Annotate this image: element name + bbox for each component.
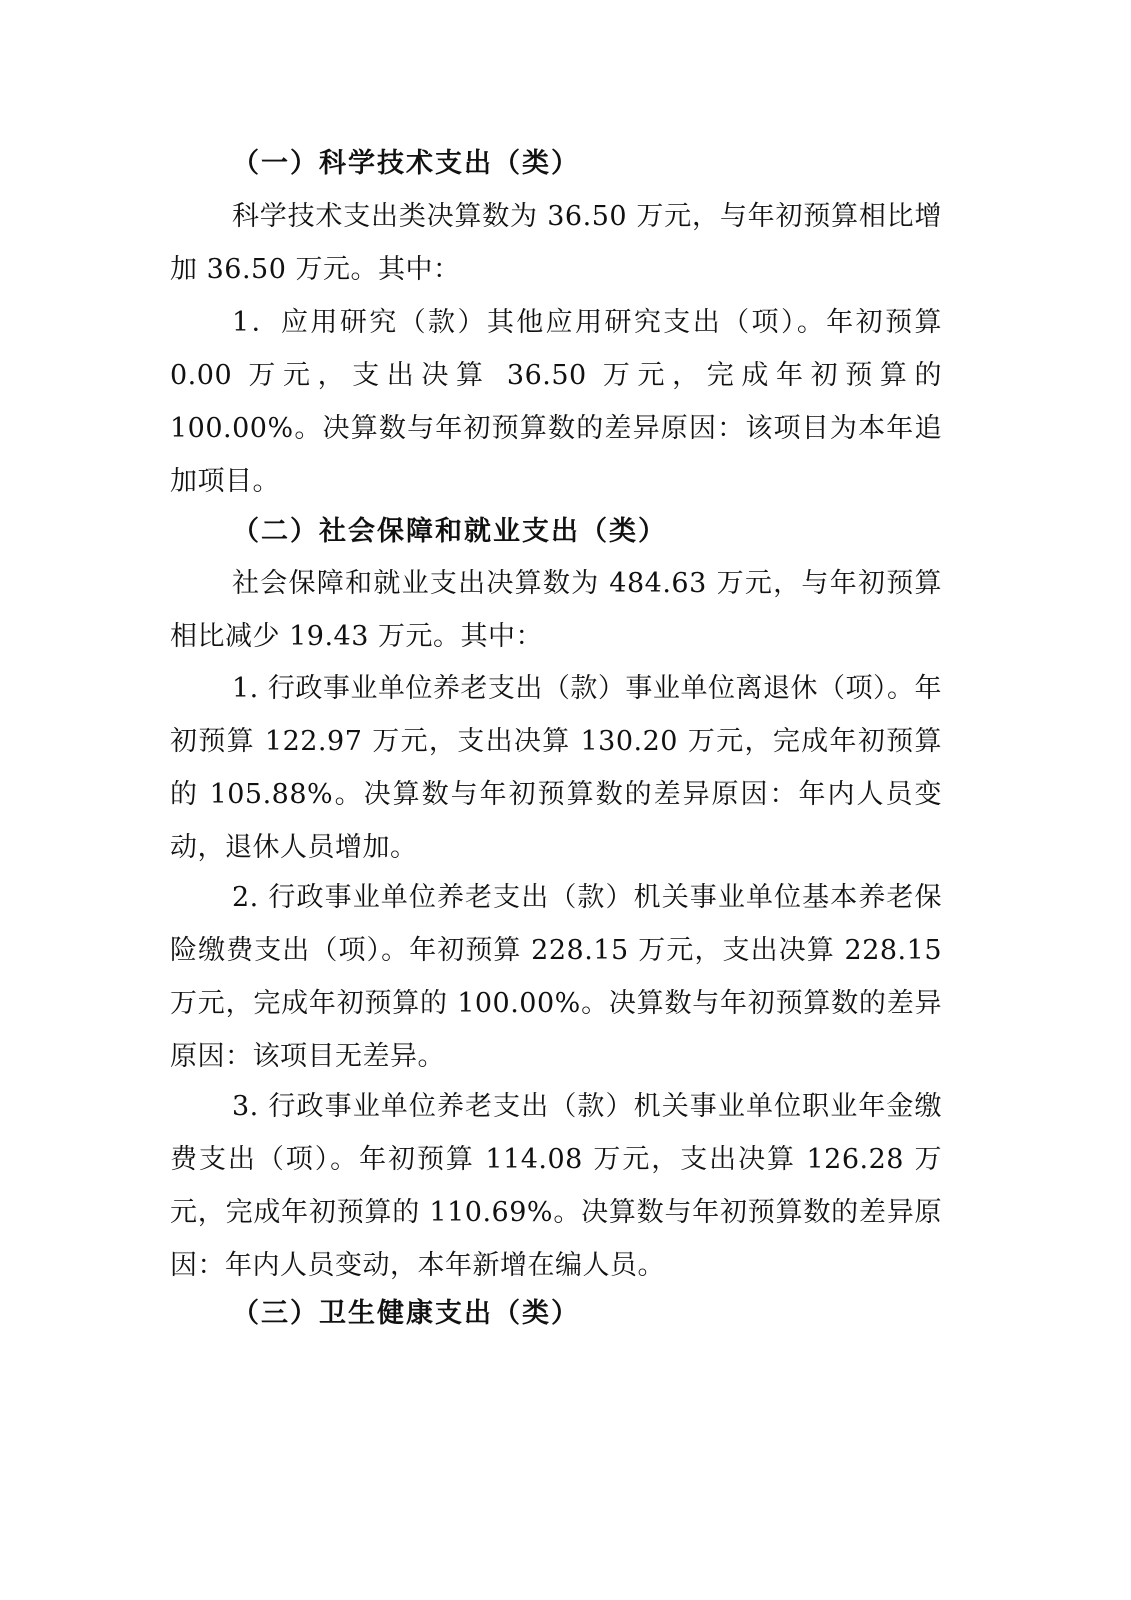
section-2-item-1: 1. 行政事业单位养老支出（款）事业单位离退休（项）。年初预算 122.97 万元，支出决算 130.20 万元，完成年初预算的 105.88%。决算数与年初预算数的差异原因：年内人员变动，退休人员增加。 bbox=[170, 673, 942, 863]
section-3-heading: （三）卫生健康支出（类） bbox=[232, 1298, 580, 1329]
section-2-summary: 社会保障和就业支出决算数为 484.63 万元，与年初预算相比减少 19.43 万元。其中： bbox=[170, 568, 942, 652]
section-2-item-2: 2. 行政事业单位养老支出（款）机关事业单位基本养老保险缴费支出（项）。年初预算 228.15 万元，支出决算 228.15 万元，完成年初预算的 100.00%。决算数与年初预算数的差异原因：该项目无差异。 bbox=[170, 882, 942, 1072]
section-1-heading: （一）科学技术支出（类） bbox=[232, 148, 580, 179]
section-2-item-3: 3. 行政事业单位养老支出（款）机关事业单位职业年金缴费支出（项）。年初预算 114.08 万元，支出决算 126.28 万元，完成年初预算的 110.69%。决算数与年初预算数的差异原因：年内人员变动，本年新增在编人员。 bbox=[170, 1091, 942, 1281]
section-1-item-1: 1．应用研究（款）其他应用研究支出（项）。年初预算 0.00 万元，支出决算 36.50 万元，完成年初预算的 100.00%。决算数与年初预算数的差异原因：该项目为本年追加项目。 bbox=[170, 307, 942, 497]
section-1-summary: 科学技术支出类决算数为 36.50 万元，与年初预算相比增加 36.50 万元。其中： bbox=[170, 201, 942, 285]
section-2-heading: （二）社会保障和就业支出（类） bbox=[232, 516, 667, 547]
